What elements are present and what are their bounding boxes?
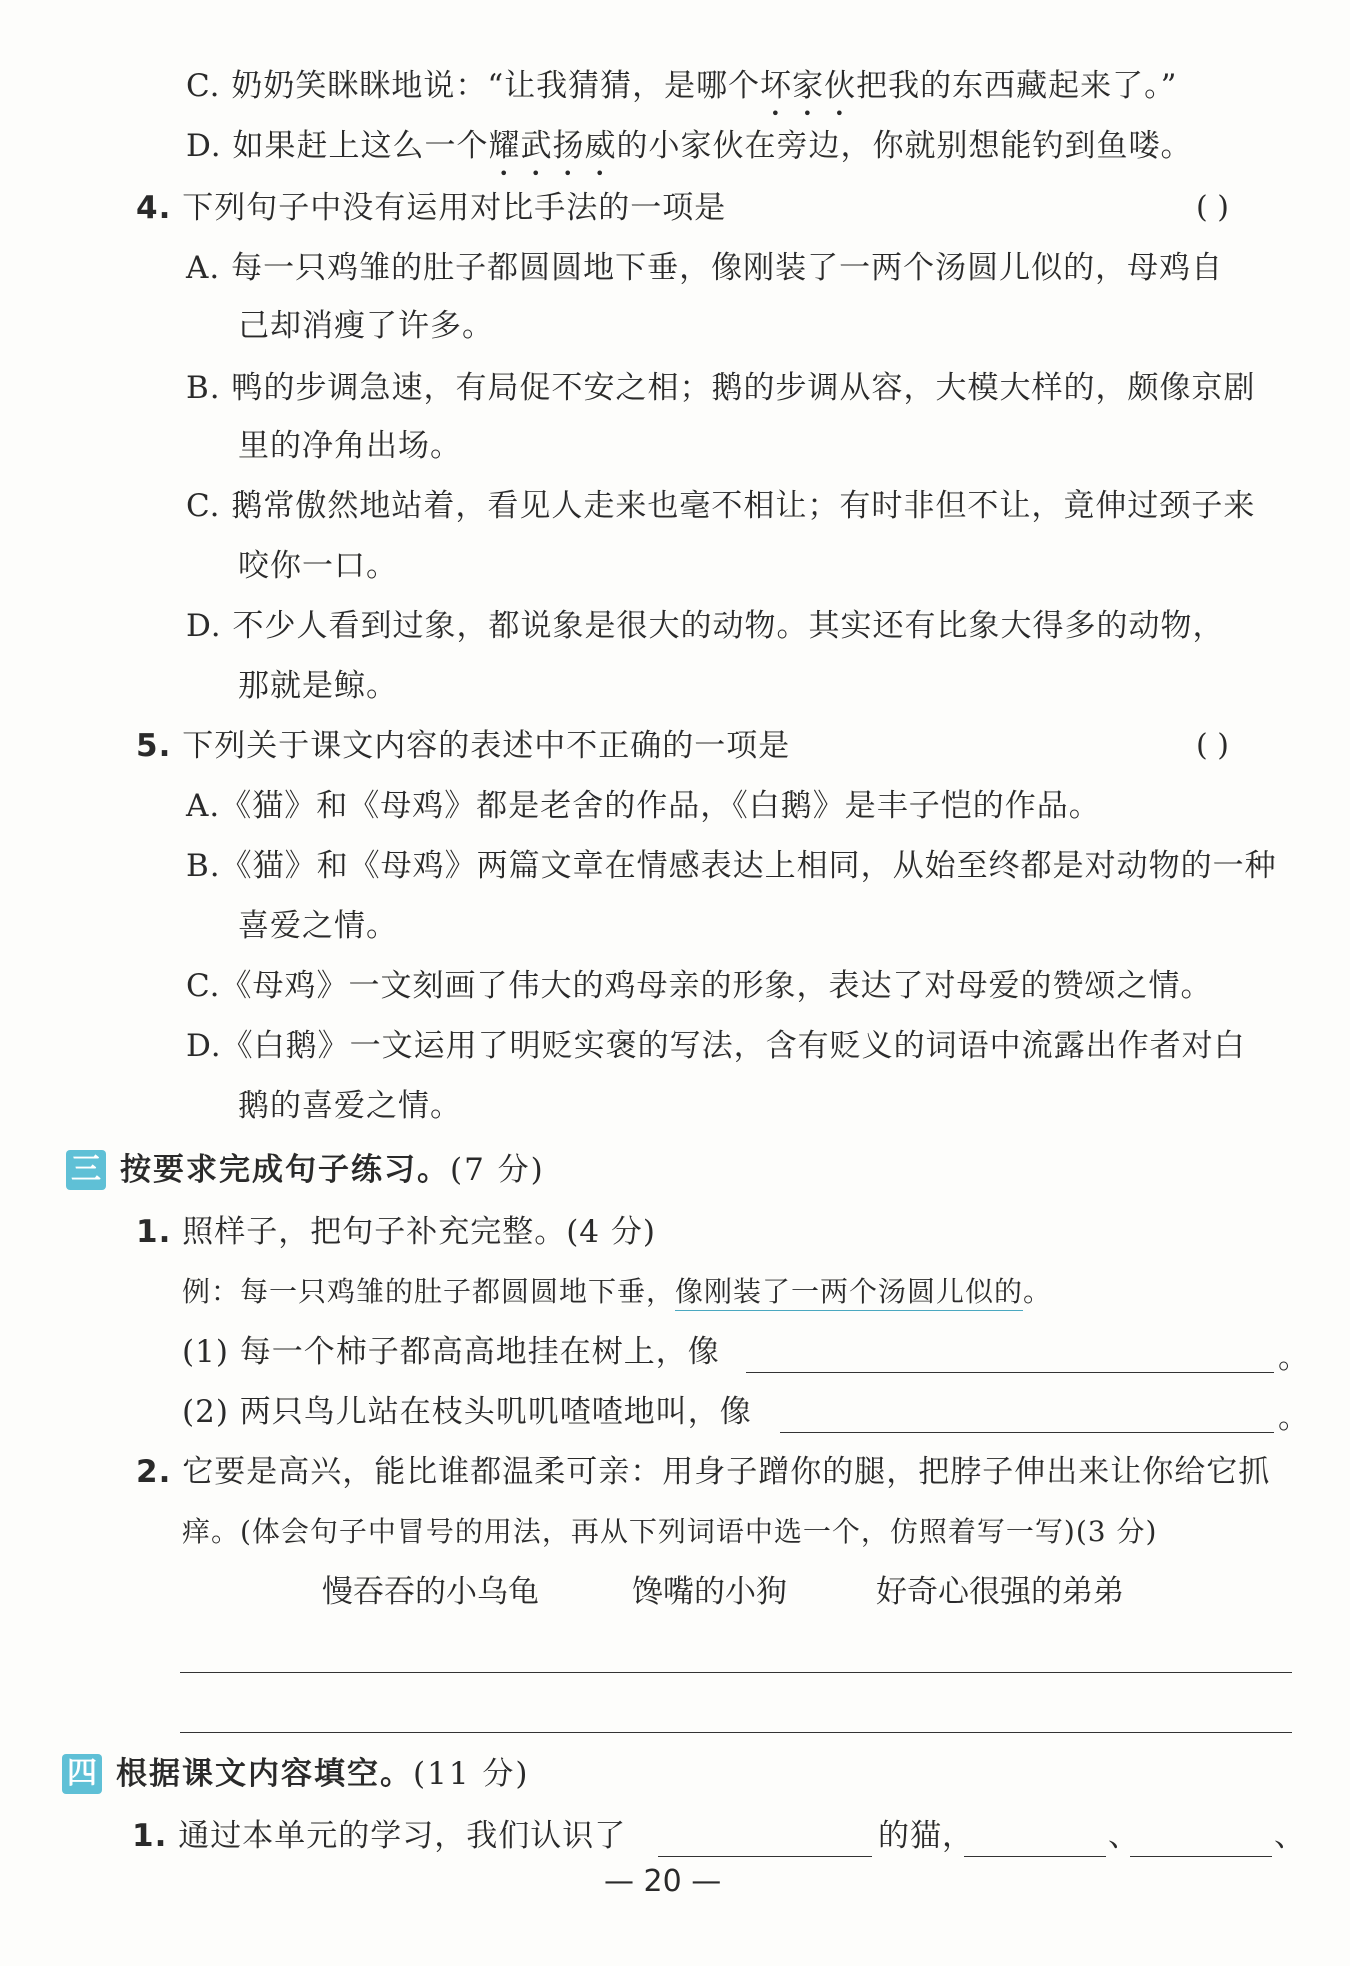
q5-option-b-line2: 喜爱之情。 [238,908,398,944]
q5-option-b-line1: B.《猫》和《母鸡》两篇文章在情感表达上相同，从始至终都是对动物的一种 [186,848,1277,884]
q4-option-a-line2: 己却消瘦了许多。 [238,308,494,344]
section-4-title [116,1754,530,1794]
page-number [604,1862,721,1902]
q4-option-b-line2: 里的净角出场。 [238,428,462,464]
q4-answer-paren[interactable]: ( ) [1196,190,1229,225]
s3-q2-line2: 痒。(体会句子中冒号的用法，再从下列词语中选一个，仿照着写一写)(3 分) [182,1515,1158,1548]
section-3-score: (7 分) [450,1152,545,1188]
s3-q2-word-3: 好奇心很强的弟弟 [876,1574,1124,1610]
q3-option-d-prefix: D. 如果赶上这么一个 [186,128,489,164]
s4-q1-sep-1: 、 [1108,1818,1140,1854]
page-number-dash-left: — [604,1864,644,1899]
s3-q2-line1 [136,1452,1270,1492]
q4-option-a-line1: A. 每一只鸡雏的肚子都圆圆地下垂，像刚装了一两个汤圆儿似的，母鸡自 [186,250,1224,286]
q5-stem-text: 下列关于课文内容的表述中不正确的一项是 [182,728,791,764]
section-4-score: (11 分) [413,1756,530,1792]
s3-q1-number: 1. [136,1214,172,1250]
s3-q2-number: 2. [136,1454,172,1490]
s3-q1-example-suffix: 。 [1023,1275,1053,1308]
s4-q1-mid: 的猫， [878,1818,974,1854]
q4-option-c-line2: 咬你一口。 [238,548,398,584]
q3-option-c-dotted: 坏家伙 [760,68,857,104]
s3-q2-word-1: 慢吞吞的小乌龟 [322,1574,539,1610]
s3-q1-stem-text: 照样子，把句子补充完整。(4 分) [182,1214,656,1250]
s3-q1-item2-end: 。 [1278,1400,1310,1436]
q3-option-c-suffix: 把我的东西藏起来了。” [856,68,1178,104]
s3-q1-item1: (1) 每一个柿子都高高地挂在树上，像 [182,1334,720,1370]
q5-option-d-line1: D.《白鹅》一文运用了明贬实褒的写法，含有贬义的词语中流露出作者对白 [186,1028,1246,1064]
section-3-title-text: 按要求完成句子练习。 [120,1152,450,1188]
q5-option-a: A.《猫》和《母鸡》都是老舍的作品，《白鹅》是丰子恺的作品。 [186,788,1101,824]
s3-q2-answer-line-1[interactable] [180,1672,1292,1673]
s4-q1-blank-2[interactable] [964,1856,1106,1857]
s3-q1-item1-end: 。 [1278,1340,1310,1376]
q4-option-c-line1: C. 鹅常傲然地站着，看见人走来也毫不相让；有时非但不让，竟伸过颈子来 [186,488,1256,524]
q3-option-c-prefix: C. 奶奶笑眯眯地说：“让我猜猜，是哪个 [186,68,761,104]
s3-q1-item2-answer-blank[interactable] [780,1432,1274,1433]
s3-q1-example-prefix: 例：每一只鸡雏的肚子都圆圆地下垂， [182,1275,676,1308]
q4-stem-text: 下列句子中没有运用对比手法的一项是 [182,190,727,226]
q3-option-c [186,66,1178,123]
s4-q1-number: 1. [132,1818,168,1854]
section-3-badge: 三 [66,1150,106,1190]
q5-stem [136,726,790,766]
q5-number: 5. [136,728,172,764]
page-number-dash-right: — [681,1864,722,1899]
s4-q1 [132,1816,626,1856]
s4-q1-prefix: 通过本单元的学习，我们认识了 [178,1818,627,1854]
s3-q2-line1-text: 它要是高兴，能比谁都温柔可亲：用身子蹭你的腿，把脖子伸出来让你给它抓 [182,1454,1271,1490]
s3-q1-item2: (2) 两只鸟儿站在枝头叽叽喳喳地叫，像 [182,1394,752,1430]
q3-option-d [186,126,1192,183]
s3-q1-example-underlined: 像刚装了一两个汤圆儿似的 [675,1275,1023,1311]
s4-q1-blank-3[interactable] [1130,1856,1272,1857]
s3-q1-example [182,1272,1052,1312]
section-4-badge: 四 [62,1754,102,1794]
section-3-title [120,1150,545,1190]
q5-option-d-line2: 鹅的喜爱之情。 [238,1088,462,1124]
s4-q1-blank-1[interactable] [658,1856,872,1857]
s4-q1-sep-2: 、 [1274,1818,1306,1854]
page-number-value: 20 [643,1864,682,1899]
s3-q2-answer-line-2[interactable] [180,1732,1292,1733]
s3-q1-item1-answer-blank[interactable] [746,1372,1274,1373]
q3-option-d-suffix: 的小家伙在旁边，你就别想能钓到鱼喽。 [616,128,1193,164]
q5-answer-paren[interactable]: ( ) [1196,728,1229,763]
q3-option-d-dotted: 耀武扬威 [488,128,617,164]
q5-option-c: C.《母鸡》一文刻画了伟大的鸡母亲的形象，表达了对母爱的赞颂之情。 [186,968,1213,1004]
q4-number: 4. [136,190,172,226]
q4-option-d-line1: D. 不少人看到过象，都说象是很大的动物。其实还有比象大得多的动物， [186,608,1225,644]
q4-option-d-line2: 那就是鲸。 [238,668,398,704]
s3-q1-stem [136,1212,656,1252]
s3-q2-word-2: 馋嘴的小狗 [632,1574,787,1610]
section-4-title-text: 根据课文内容填空。 [116,1756,413,1792]
q4-stem [136,188,726,228]
q4-option-b-line1: B. 鸭的步调急速，有局促不安之相；鹅的步调从容，大模大样的，颇像京剧 [186,370,1256,406]
